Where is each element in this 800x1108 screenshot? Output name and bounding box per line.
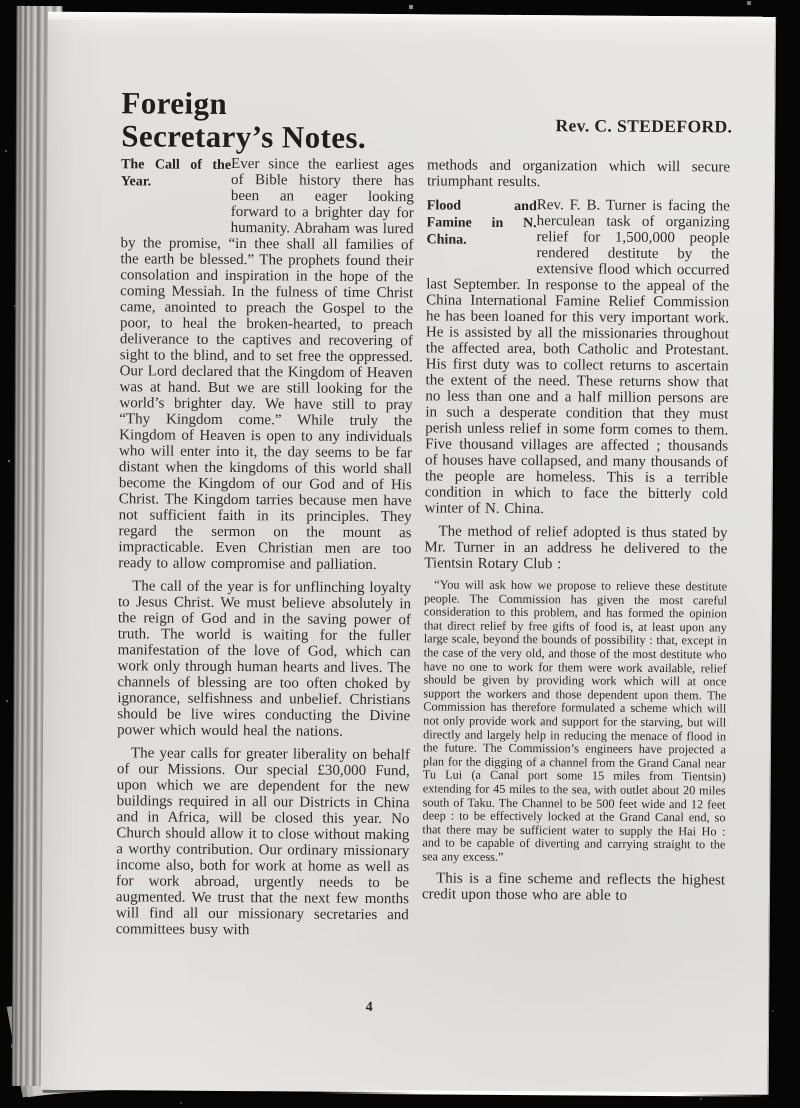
paragraph-flood-famine (425, 196, 730, 518)
paragraph-call-of-year (118, 155, 414, 573)
page-title (121, 86, 421, 154)
dust-specks (0, 0, 2, 2)
paragraph-text: Ever since the earliest ages of Bible history there has been an eager looking forward to a brighter day for humanity. Abraham was lured by the promise, “in thee shall all families of the earth be blessed.” The prophets found their consolation and inspiration in the hope of the coming Messiah. In the fulness of time Christ came, anointed to preach the Gospel to the poor, to heal the broken-hearted, to preach deliverance to the captives and recovering of sight to the blind, and to set free the oppressed. Our Lord declared that the Kingdom of Heaven was at hand. But we are still looking for the world’s brighter day. We have still to pray “Thy Kingdom come.” While truly the Kingdom of Heaven is open to any individuals who will enter into it, the day seems to be far distant when the kingdoms of this world shall become the Kingdom of our God and of His Christ. The Kingdom tarries because men have not sufficient faith in its principles. They regard the sermon on the mount as impracticable. Even Christian men are too ready to allow compromise and palliation. (118, 156, 415, 574)
paragraph-turner-quote: “You will ask how we propose to relieve these destitute people. The Commission has given the most careful consideration to this problem, and has formed the opinion that direct relief by free gifts of food is, at least upon any large scale, beyond the bounds of possibility : that, except in the case of the very old, and those of the most destitute who have no one to work for them were work available, relief should be given by providing work which will at once support the workers and those dependent upon them. The Commission has therefore formulated a scheme which will not only provide work and support for the starving, but will directly and largely help in reducing the menace of flood in the future. The Commission’s engineers have projected a plan for the digging of a channel from the Grand Canal near Tu Lui (a Canal port some 15 miles from Tientsin) extending for 45 miles to the sea, with outlet about 20 miles south of Taku. The Channel to be 500 feet wide and 12 feet deep : to be effectively locked at the Grand Canal end, so that there may be sufficient water to supply the Hai Ho : and to be capable of diverting and carrying straight to the sea any excess.” (422, 577, 728, 864)
paragraph-method-of-relief: The method of relief adopted is thus stated by Mr. Turner in an address he delivered to the Tientsin Rotary Club : (424, 523, 728, 573)
page-number: 4 (365, 999, 373, 1016)
paragraph-fine-scheme: This is a fine scheme and reflects the highest credit upon those who are able to (421, 870, 726, 905)
paragraph-text: Rev. F. B. Turner is facing the herculean task of organizing relief for 1,500,000 people rendered destitute by the extensive flood which occurred last September. In response to the appeal of the China International Famine Relief Commission he has been loaned for this very important work. He is assisted by all the missionaries throughout the affected area, both Catholic and Protestant. His first duty was to collect returns to ascertain the extent of the need. These returns show that no less than one and a half million persons are in such a desperate condition that they must perish unless relief in some form comes to them. Five thousand villages are affected ; thousands of houses have collapsed, and many thousands of the people are homeless. This is a terrible condition in which to face the bitterly cold winter of N. China. (424, 197, 730, 518)
paragraph-greater-liberality: The year calls for greater liberality on behalf of our Missions. Our special £30,000 Fund, upon which we are dependent for the new buildings required in all our Districts in China and in Africa, will be closed this year. No Church should allow it to close without making a worthy contribution. Our ordinary missionary income also, both for work at home as well as for work abroad, urgently needs to be augmented. We trust that the next few months will find all our missionary secretaries and committees busy with (115, 745, 411, 939)
section-heading-call-of-year: The Call of the Year. (120, 157, 232, 190)
section-heading-flood-famine: Flood and Famine in N. China. (426, 198, 537, 248)
right-column (422, 157, 730, 912)
paragraph-unflinching-loyalty: The call of the year is for unflinching loyalty to Jesus Christ. We must believe absolutely in the reign of God and in the saving power of truth. The world is waiting for the fuller manifestation of the love of God, which can work only through human hearts and lives. The channels of blessing are too often choked by ignorance, selfishness and unbelief. Christians should be live wires conducting the Divine power which would heal the nations. (117, 578, 412, 740)
page-title-line2: Secretary’s Notes. (121, 118, 367, 155)
page-bottom-edge (41, 1088, 768, 1097)
left-column (116, 155, 415, 946)
page-top-edge (48, 12, 775, 25)
page-title-line1: Foreign (121, 85, 228, 121)
paragraph-continuation: methods and organization which will secure triumphant results. (426, 157, 731, 191)
magazine-page (41, 12, 777, 1095)
byline: Rev. C. STEDEFORD. (555, 115, 733, 137)
